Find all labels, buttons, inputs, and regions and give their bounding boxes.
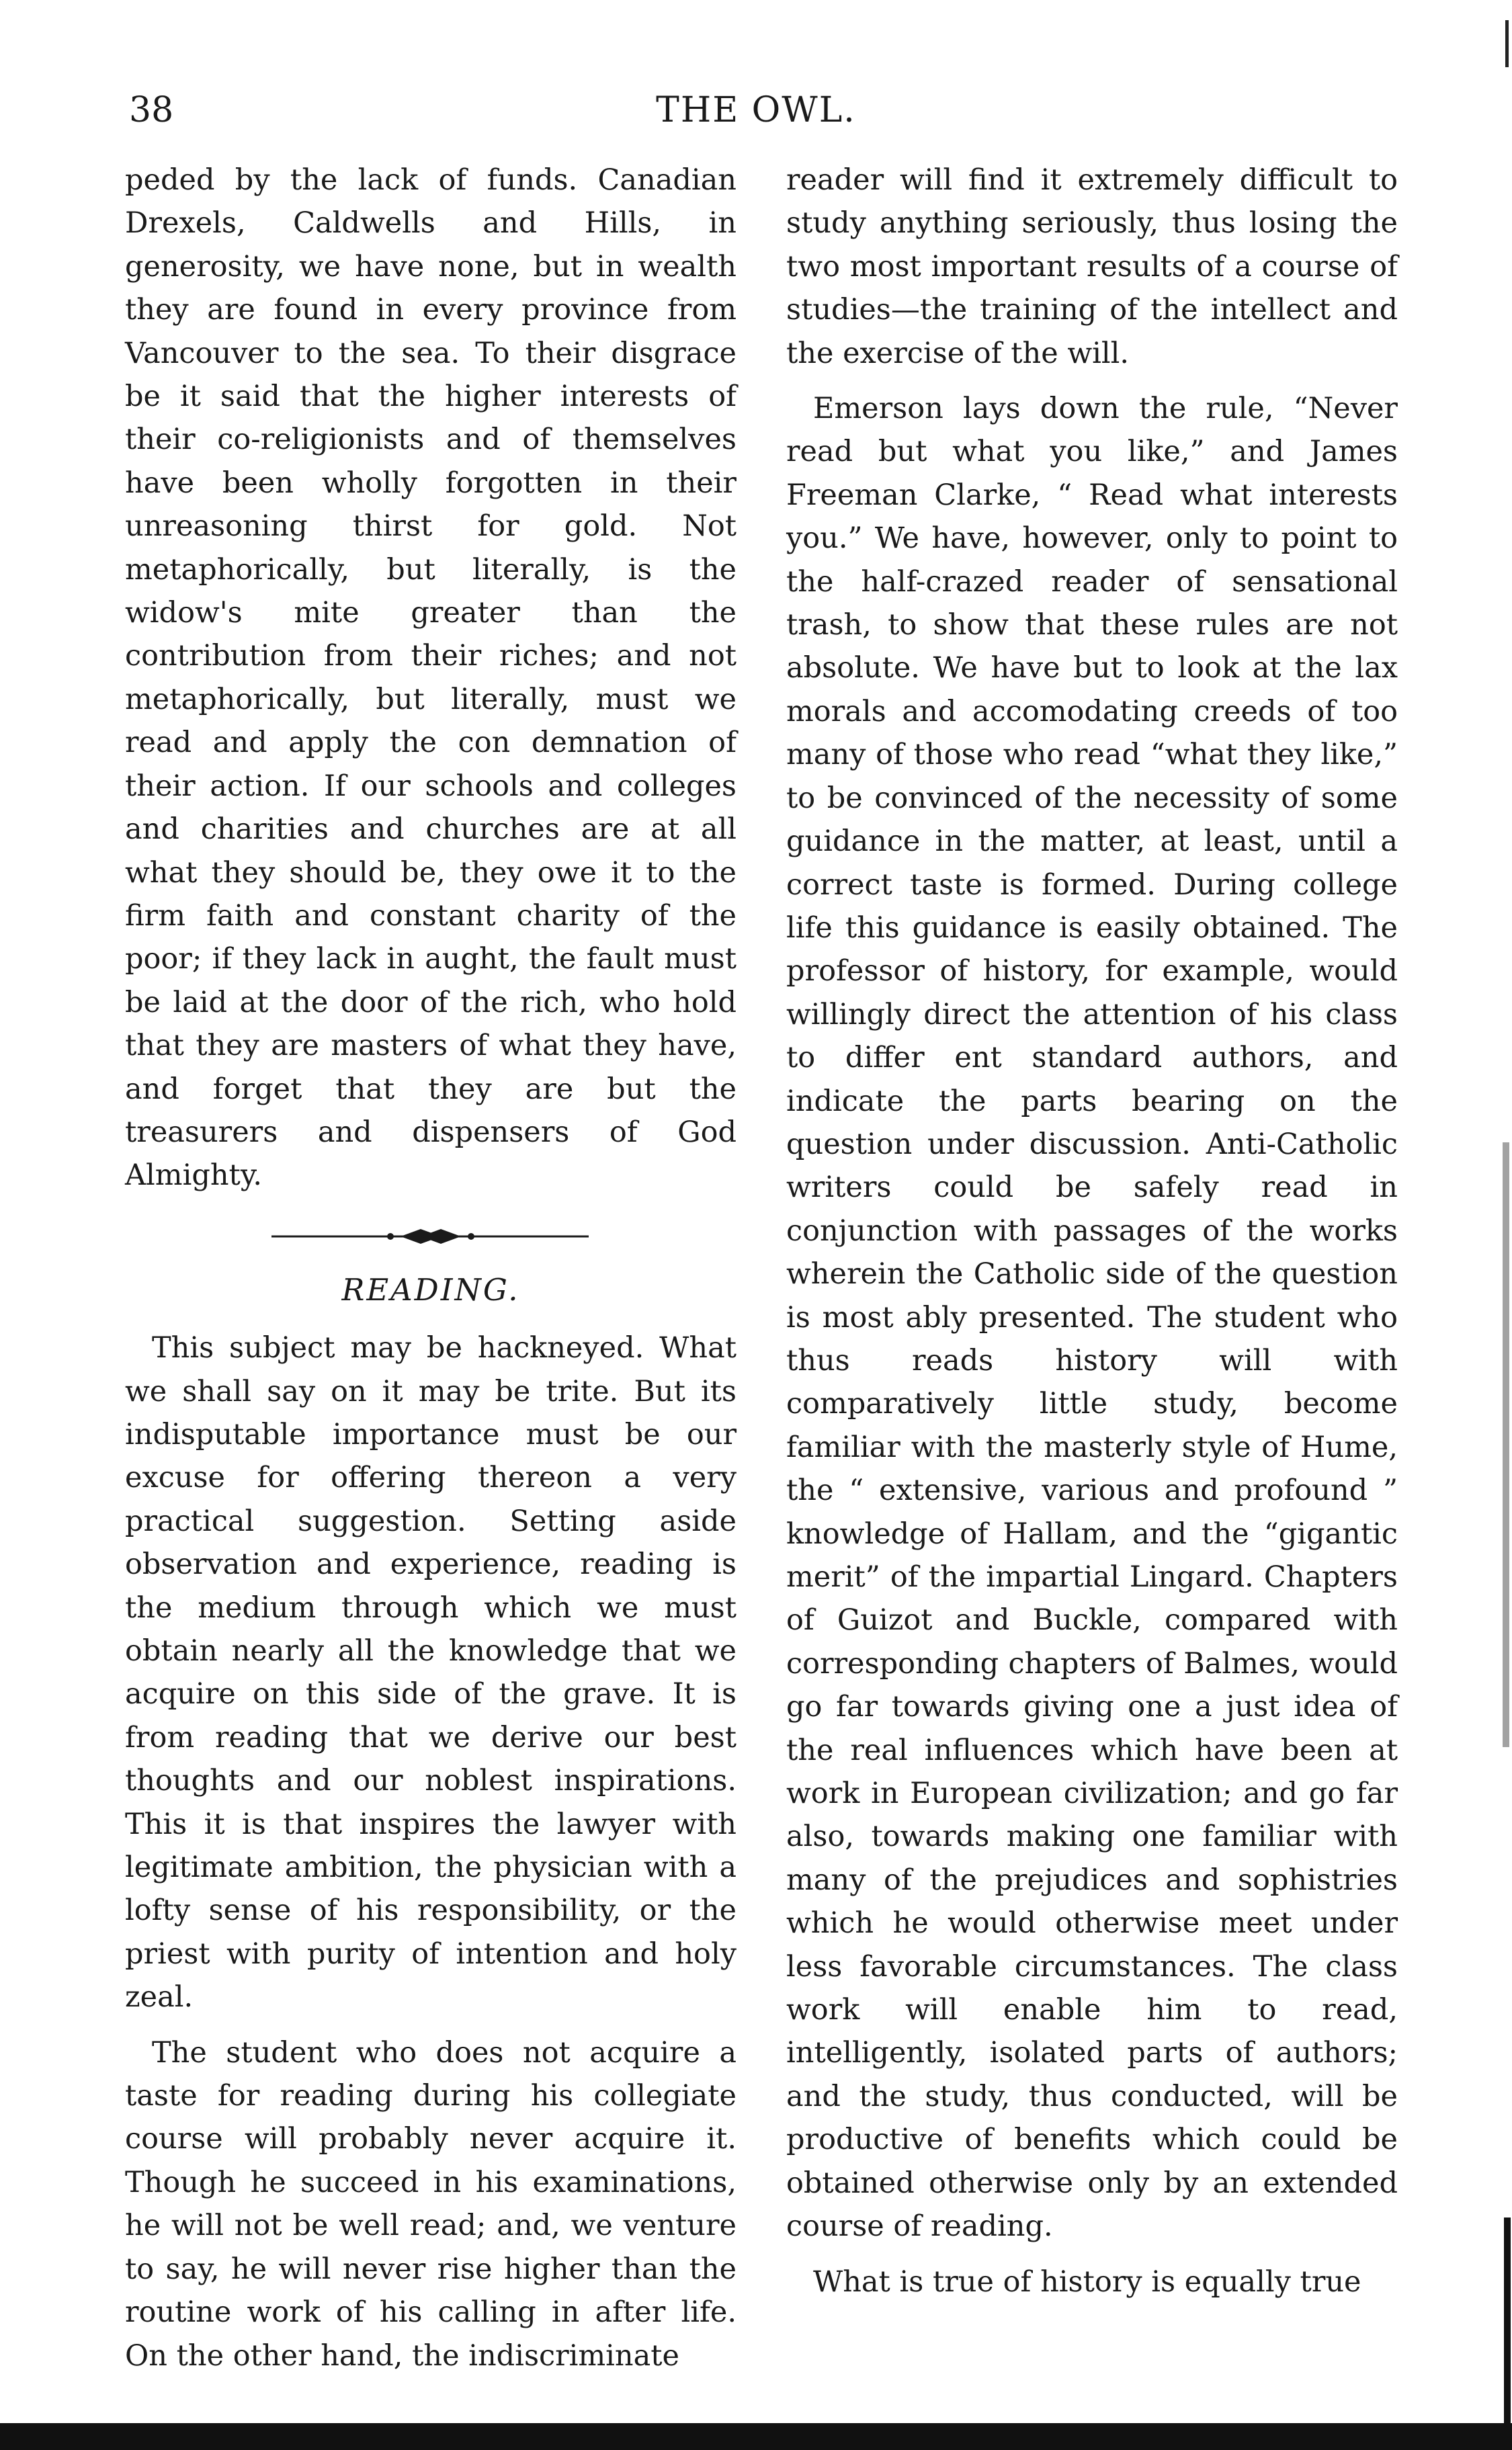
- scan-bottom-edge: [0, 2423, 1512, 2450]
- section-title: READING.: [341, 1272, 520, 1308]
- right-paragraph: What is true of history is equally true: [813, 2265, 1361, 2299]
- running-head-title: THE OWL.: [656, 90, 856, 130]
- section-paragraph: This subject may be hackneyed. What we shall say on it may be trite. But its indisputable importance must be our excuse for offering thereon a very practical suggestion. Setting aside observation and experience, reading is the medium through which we must obtain nearly all the knowledge that we acquire on this side of the grave. It is from reading that we derive our best thoughts and our noblest inspirations. This it is that inspires the lawyer with legitimate ambition, the physician with a lofty sense of his responsibility, or the priest with purity of intention and holy zeal.: [125, 1331, 737, 2015]
- page-number: 38: [129, 90, 174, 130]
- section-divider-ornament: [125, 1223, 737, 1250]
- left-paragraph: peded by the lack of funds. Canadian Drexels, Caldwells and Hills, in generosity, we have none, but in wealth they are found in every province from Vancouver to the sea. To their disgrace be it said that the higher interests of their co-religionists and of themselves have been wholly forgotten in their unreasoning thirst for gold. Not metaphorically, but literally, is the widow's mite greater than the contribution from their riches; and not metaphorically, but literally, must we read and apply the con demnation of their action. If our schools and colleges and charities and churches are at all what they should be, they owe it to the firm faith and constant charity of the poor; if they lack in aught, the fault must be laid at the door of the rich, who hold that they are masters of what they have, and forget that they are but the treasurers and dispensers of God Almighty.: [125, 163, 737, 1193]
- right-paragraph: Emerson lays down the rule, “Never read but what you like,” and James Freeman Clarke, “ Read what interests you.” We have, however, only to point to the half-crazed reader of sensational trash, to show that these rules are not absolute. We have but to look at the lax morals and accomodating creeds of too many of those who read “what they like,” to be convinced of the necessity of some guidance in the matter, at least, until a correct taste is formed. During college life this guidance is easily obtained. The professor of history, for example, would willingly direct the attention of his class to differ ent standard authors, and indicate the parts bearing on the question under discussion. Anti-Catholic writers could be safely read in conjunction with passages of the works wherein the Catholic side of the question is most ably presented. The student who thus reads history will with comparatively little study, become familiar with the masterly style of Hume, the “ extensive, various and profound ” knowledge of Hallam, and the “gigantic merit” of the impartial Lingard. Chapters of Guizot and Buckle, compared with corresponding chapters of Balmes, would go far towards giving one a just idea of the real influences which have been at work in European civilization; and go far also, towards making one familiar with many of the prejudices and sophistries which he would otherwise meet under less favorable circumstances. The class work will enable him to read, intelligently, isolated parts of authors; and the study, thus conducted, will be productive of benefits which could be obtained otherwise only by an extended course of reading.: [786, 392, 1398, 2244]
- section-paragraph: The student who does not acquire a taste for reading during his collegiate course will probably never acquire it. Though he succeed in his examinations, he will not be well read; and, we venture to say, he will never rise higher than the routine work of his calling in after life. On the other hand, the indiscriminate: [125, 2035, 737, 2373]
- page-edge-marks: [1500, 0, 1512, 2450]
- right-column: [786, 159, 1398, 2304]
- right-paragraph: reader will find it extremely difficult to study anything seriously, thus losing the two most important results of a course of studies—the training of the intellect and the exercise of the will.: [786, 163, 1398, 370]
- left-column: [125, 159, 737, 2377]
